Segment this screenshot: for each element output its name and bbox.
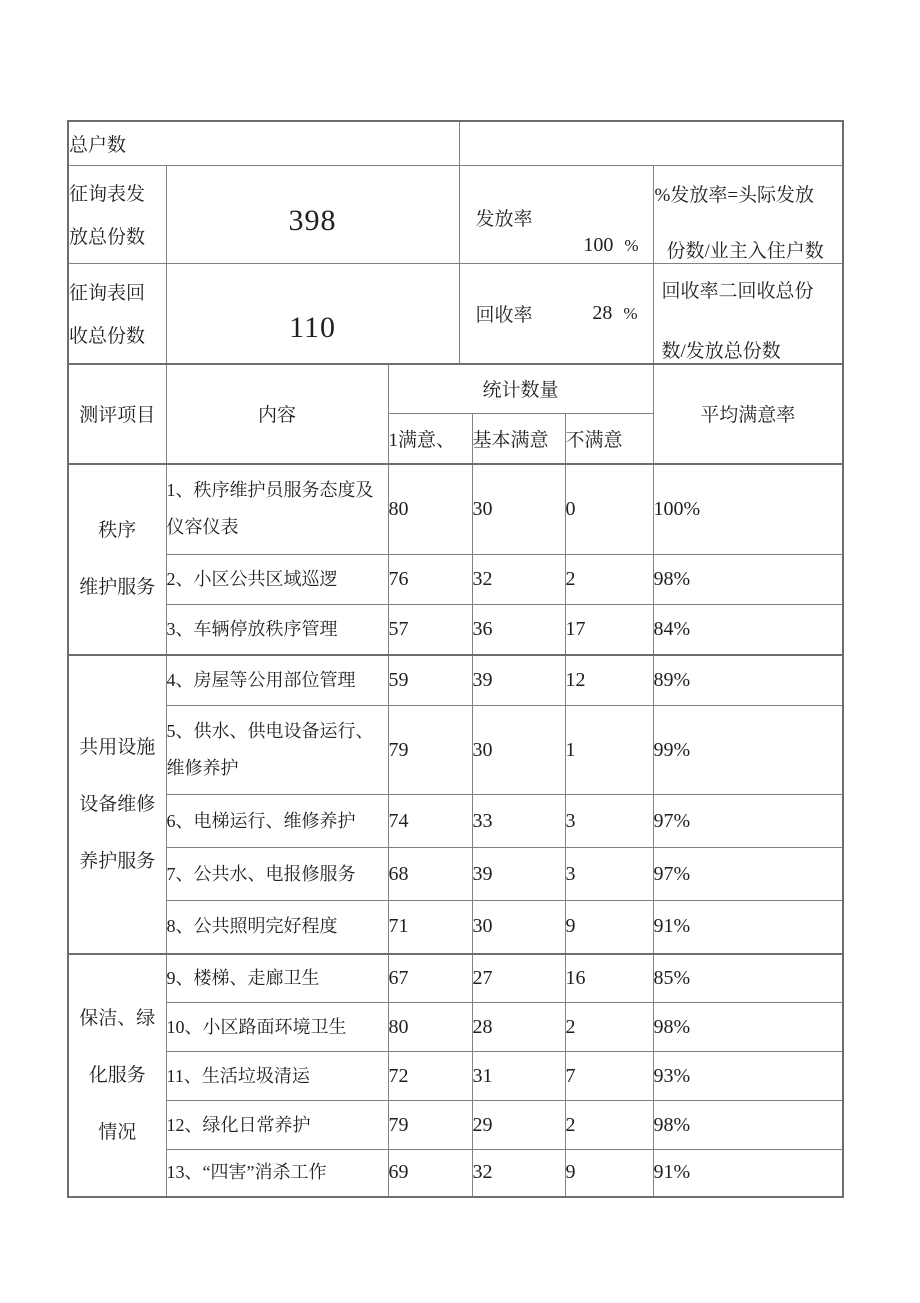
satisfied-count: 71 bbox=[388, 901, 472, 954]
content-line: 2、小区公共区域巡逻 bbox=[166, 569, 338, 589]
avg-satisfaction-rate: 89% bbox=[653, 655, 843, 706]
distribution-rate-label: 发放率 bbox=[475, 208, 533, 230]
item-content bbox=[166, 555, 388, 605]
table-row bbox=[68, 555, 843, 605]
section-label-order-maintenance bbox=[68, 464, 166, 655]
basic-satisfied-count: 31 bbox=[472, 1052, 565, 1101]
header-row bbox=[68, 364, 843, 414]
avg-satisfaction-rate: 93% bbox=[653, 1052, 843, 1101]
basic-satisfied-count: 30 bbox=[472, 901, 565, 954]
header-avg: 平均满意率 bbox=[653, 364, 843, 464]
unsatisfied-count: 0 bbox=[565, 464, 653, 555]
table-row bbox=[68, 263, 843, 363]
item-content bbox=[166, 848, 388, 901]
table-row bbox=[68, 706, 843, 795]
content-line: 11、生活垃圾清运 bbox=[166, 1065, 310, 1086]
avg-satisfaction-rate: 84% bbox=[653, 605, 843, 655]
table-row bbox=[68, 1150, 843, 1197]
return-rate-formula bbox=[653, 263, 843, 363]
return-rate-value bbox=[592, 302, 637, 325]
table-row bbox=[68, 464, 843, 555]
satisfied-count: 79 bbox=[388, 1101, 472, 1150]
satisfied-count: 72 bbox=[388, 1052, 472, 1101]
distribution-rate-value bbox=[583, 234, 638, 257]
unsatisfied-count: 3 bbox=[565, 848, 653, 901]
header-basic-satisfied: 基本满意 bbox=[472, 414, 565, 464]
satisfied-count: 68 bbox=[388, 848, 472, 901]
table-row bbox=[68, 954, 843, 1003]
avg-satisfaction-rate: 98% bbox=[653, 1101, 843, 1150]
avg-satisfaction-rate: 98% bbox=[653, 1003, 843, 1052]
basic-satisfied-count: 32 bbox=[472, 555, 565, 605]
section-label-line: 养护服务 bbox=[79, 850, 156, 872]
content-line: 4、房屋等公用部位管理 bbox=[166, 669, 356, 690]
item-content bbox=[166, 795, 388, 848]
unsatisfied-count: 16 bbox=[565, 954, 653, 1003]
section-label-line: 共用设施 bbox=[79, 736, 156, 758]
content-line: 13、“四害”消杀工作 bbox=[166, 1162, 327, 1183]
section-label-line: 保洁、绿 bbox=[79, 1007, 156, 1029]
total-households-label: 总户数 bbox=[68, 121, 459, 165]
distribution-rate-cell bbox=[459, 165, 653, 263]
basic-satisfied-count: 30 bbox=[472, 706, 565, 795]
percent-sign: % bbox=[623, 303, 638, 323]
unsatisfied-count: 3 bbox=[565, 795, 653, 848]
table-row bbox=[68, 795, 843, 848]
label-line: 征询表回 bbox=[69, 283, 146, 304]
item-content bbox=[166, 1003, 388, 1052]
basic-satisfied-count: 39 bbox=[472, 655, 565, 706]
avg-satisfaction-rate: 97% bbox=[653, 795, 843, 848]
basic-satisfied-count: 28 bbox=[472, 1003, 565, 1052]
item-content bbox=[166, 655, 388, 706]
return-rate-cell bbox=[459, 263, 653, 363]
satisfied-count: 80 bbox=[388, 1003, 472, 1052]
item-content bbox=[166, 706, 388, 795]
unsatisfied-count: 1 bbox=[565, 706, 653, 795]
label-line: 征询表发 bbox=[69, 184, 146, 205]
content-line: 12、绿化日常养护 bbox=[166, 1114, 311, 1135]
item-content bbox=[166, 1101, 388, 1150]
satisfied-count: 74 bbox=[388, 795, 472, 848]
note-line: 回收率二回收总份 bbox=[661, 280, 814, 302]
returned-total-label bbox=[68, 263, 166, 363]
content-line: 8、公共照明完好程度 bbox=[166, 916, 338, 937]
unsatisfied-count: 12 bbox=[565, 655, 653, 706]
section-label-line: 维护服务 bbox=[79, 577, 156, 598]
document-page bbox=[67, 120, 842, 1198]
basic-satisfied-count: 29 bbox=[472, 1101, 565, 1150]
satisfied-count: 67 bbox=[388, 954, 472, 1003]
rate-number: 28 bbox=[592, 301, 613, 324]
label-line: 收总份数 bbox=[69, 326, 146, 347]
unsatisfied-count: 9 bbox=[565, 1150, 653, 1197]
label-line: 放总份数 bbox=[69, 227, 146, 248]
avg-satisfaction-rate: 99% bbox=[653, 706, 843, 795]
section-label-line: 化服务 bbox=[88, 1064, 146, 1086]
section-label-cleaning-greening bbox=[68, 954, 166, 1197]
header-stats: 统计数量 bbox=[388, 364, 653, 414]
basic-satisfied-count: 27 bbox=[472, 954, 565, 1003]
satisfied-count: 80 bbox=[388, 464, 472, 555]
unsatisfied-count: 17 bbox=[565, 605, 653, 655]
return-rate-inner bbox=[460, 300, 653, 327]
table-row bbox=[68, 1003, 843, 1052]
satisfied-count: 69 bbox=[388, 1150, 472, 1197]
avg-satisfaction-rate: 91% bbox=[653, 1150, 843, 1197]
avg-satisfaction-rate: 100% bbox=[653, 464, 843, 555]
avg-satisfaction-rate: 98% bbox=[653, 555, 843, 605]
basic-satisfied-count: 30 bbox=[472, 464, 565, 555]
item-content bbox=[166, 1052, 388, 1101]
avg-satisfaction-rate: 97% bbox=[653, 848, 843, 901]
note-line: 数/发放总份数 bbox=[661, 340, 781, 362]
survey-summary-table bbox=[67, 120, 844, 363]
table-row bbox=[68, 165, 843, 263]
satisfied-count: 76 bbox=[388, 555, 472, 605]
table-row bbox=[68, 605, 843, 655]
avg-satisfaction-rate: 91% bbox=[653, 901, 843, 954]
table-row bbox=[68, 1101, 843, 1150]
header-unsatisfied: 不满意 bbox=[565, 414, 653, 464]
table-row bbox=[68, 848, 843, 901]
distributed-total-value: 398 bbox=[166, 165, 459, 263]
unsatisfied-count: 2 bbox=[565, 555, 653, 605]
avg-satisfaction-rate: 85% bbox=[653, 954, 843, 1003]
satisfied-count: 79 bbox=[388, 706, 472, 795]
total-households-value-cell bbox=[459, 121, 843, 165]
item-content bbox=[166, 464, 388, 555]
item-content bbox=[166, 901, 388, 954]
return-rate-label: 回收率 bbox=[475, 304, 533, 326]
item-content bbox=[166, 605, 388, 655]
content-line: 6、电梯运行、维修养护 bbox=[166, 810, 356, 831]
section-label-line: 秩序 bbox=[98, 520, 137, 541]
section-label-line: 情况 bbox=[98, 1121, 137, 1143]
content-line: 7、公共水、电报修服务 bbox=[166, 863, 356, 884]
unsatisfied-count: 7 bbox=[565, 1052, 653, 1101]
section-label-facility-maintenance bbox=[68, 655, 166, 954]
distributed-total-label bbox=[68, 165, 166, 263]
item-content bbox=[166, 1150, 388, 1197]
header-content: 内容 bbox=[166, 364, 388, 464]
content-line: 10、小区路面环境卫生 bbox=[166, 1016, 347, 1037]
basic-satisfied-count: 39 bbox=[472, 848, 565, 901]
table-row bbox=[68, 901, 843, 954]
note-line: %发放率=头际发放 bbox=[654, 184, 815, 206]
basic-satisfied-count: 33 bbox=[472, 795, 565, 848]
basic-satisfied-count: 36 bbox=[472, 605, 565, 655]
content-line: 3、车辆停放秩序管理 bbox=[166, 618, 338, 639]
basic-satisfied-count: 32 bbox=[472, 1150, 565, 1197]
table-row bbox=[68, 1052, 843, 1101]
content-line: 仪容仪表 bbox=[166, 517, 239, 538]
content-line: 1、秩序维护员服务态度及 bbox=[166, 480, 374, 501]
section-label-line: 设备维修 bbox=[79, 793, 156, 815]
table-row bbox=[68, 655, 843, 706]
header-satisfied: 1满意、 bbox=[388, 414, 472, 464]
header-item: 测评项目 bbox=[68, 364, 166, 464]
satisfaction-results-table bbox=[67, 363, 844, 1198]
table-row bbox=[68, 121, 843, 165]
rate-number: 100 bbox=[583, 233, 614, 256]
content-line: 维修养护 bbox=[166, 758, 239, 778]
unsatisfied-count: 2 bbox=[565, 1101, 653, 1150]
returned-total-value: 110 bbox=[166, 263, 459, 363]
content-line: 5、供水、供电设备运行、 bbox=[166, 721, 374, 741]
satisfied-count: 57 bbox=[388, 605, 472, 655]
unsatisfied-count: 9 bbox=[565, 901, 653, 954]
item-content bbox=[166, 954, 388, 1003]
distribution-rate-formula bbox=[653, 165, 843, 263]
note-line: 份数/业主入住户数 bbox=[666, 240, 824, 262]
content-line: 9、楼梯、走廊卫生 bbox=[166, 967, 320, 988]
unsatisfied-count: 2 bbox=[565, 1003, 653, 1052]
percent-sign: % bbox=[624, 235, 639, 255]
satisfied-count: 59 bbox=[388, 655, 472, 706]
